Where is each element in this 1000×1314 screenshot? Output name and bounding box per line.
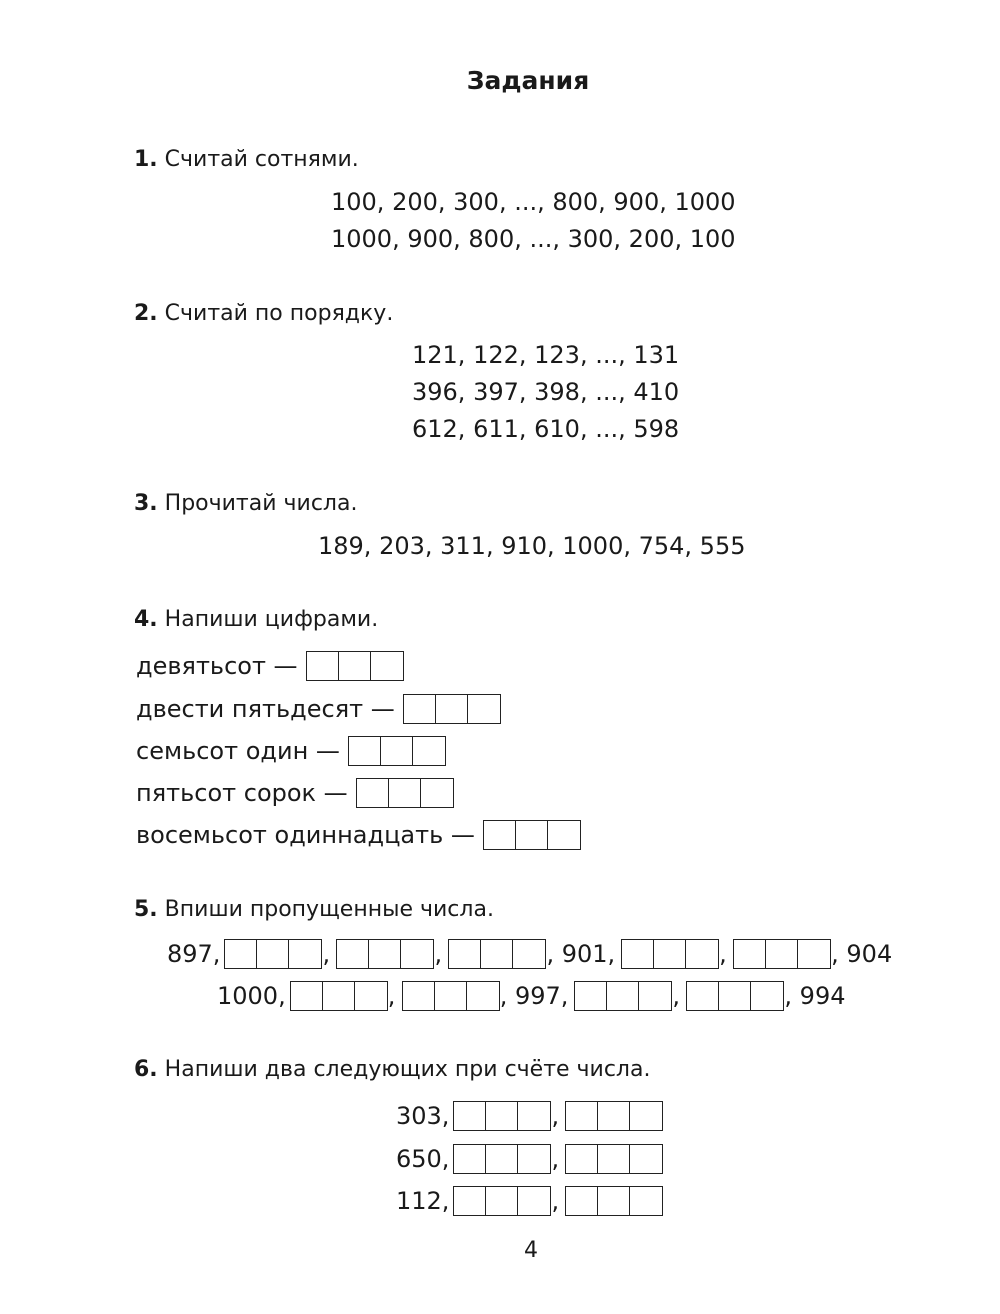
next-numbers-row	[396, 1144, 663, 1174]
digit-answer-box[interactable]	[621, 939, 719, 969]
digit-answer-box[interactable]	[402, 981, 500, 1011]
number-word: семьсот один —	[136, 737, 340, 765]
task-number: 2.	[134, 301, 158, 326]
next-numbers-row	[396, 1186, 663, 1216]
task-number: 5.	[134, 897, 158, 922]
task-number: 6.	[134, 1057, 158, 1082]
task-number: 3.	[134, 491, 158, 516]
task-5-heading	[134, 897, 494, 922]
digit-answer-box[interactable]	[224, 939, 322, 969]
task-1-heading	[134, 147, 359, 172]
digit-answer-box[interactable]	[306, 651, 404, 681]
word-to-digits-row	[136, 694, 501, 724]
comma: ,	[719, 940, 727, 968]
comma: ,	[387, 982, 396, 1010]
missing-numbers-row	[217, 981, 846, 1011]
task-text: Напиши цифрами.	[164, 607, 379, 632]
given-number: 303,	[396, 1102, 450, 1130]
word-to-digits-row	[136, 778, 454, 808]
task-text: Напиши два следующих при счёте числа.	[164, 1057, 651, 1082]
given-number: 112,	[396, 1187, 450, 1215]
given-number: , 901,	[546, 940, 616, 968]
sequence-line: 396, 397, 398, ..., 410	[412, 378, 680, 406]
digit-answer-box[interactable]	[356, 778, 454, 808]
task-2-heading	[134, 301, 393, 326]
sequence-line: 1000, 900, 800, ..., 300, 200, 100	[331, 225, 736, 253]
missing-numbers-row	[167, 939, 892, 969]
digit-answer-box[interactable]	[565, 1101, 663, 1131]
digit-answer-box[interactable]	[574, 981, 672, 1011]
digit-answer-box[interactable]	[453, 1186, 551, 1216]
page-number: 4	[524, 1238, 538, 1263]
numbers-line: 189, 203, 311, 910, 1000, 754, 555	[318, 532, 746, 560]
digit-answer-box[interactable]	[453, 1101, 551, 1131]
sequence-line: 121, 122, 123, ..., 131	[412, 341, 680, 369]
number-word: восемьсот одиннадцать —	[136, 821, 475, 849]
comma: ,	[551, 1187, 560, 1215]
task-text: Прочитай числа.	[164, 491, 358, 516]
digit-answer-box[interactable]	[686, 981, 784, 1011]
digit-answer-box[interactable]	[290, 981, 388, 1011]
number-word: двести пятьдесят —	[136, 695, 395, 723]
comma: ,	[434, 940, 443, 968]
word-to-digits-row	[136, 651, 404, 681]
task-text: Впиши пропущенные числа.	[164, 897, 494, 922]
comma: ,	[672, 982, 681, 1010]
task-number: 1.	[134, 147, 158, 172]
number-word: пятьсот сорок —	[136, 779, 348, 807]
task-4-heading	[134, 607, 378, 632]
comma: ,	[551, 1145, 560, 1173]
next-numbers-row	[396, 1101, 663, 1131]
page-title: Задания	[466, 66, 590, 95]
digit-answer-box[interactable]	[453, 1144, 551, 1174]
sequence-line: 100, 200, 300, ..., 800, 900, 1000	[331, 188, 736, 216]
given-number: , 997,	[499, 982, 569, 1010]
task-3-heading	[134, 491, 357, 516]
digit-answer-box[interactable]	[733, 939, 831, 969]
given-number: 897,	[167, 940, 221, 968]
given-number: 650,	[396, 1145, 450, 1173]
digit-answer-box[interactable]	[565, 1144, 663, 1174]
task-text: Считай по порядку.	[164, 301, 394, 326]
given-number: , 904	[831, 940, 893, 968]
word-to-digits-row	[136, 820, 581, 850]
digit-answer-box[interactable]	[403, 694, 501, 724]
task-number: 4.	[134, 607, 158, 632]
digit-answer-box[interactable]	[483, 820, 581, 850]
digit-answer-box[interactable]	[336, 939, 434, 969]
comma: ,	[551, 1102, 560, 1130]
digit-answer-box[interactable]	[565, 1186, 663, 1216]
word-to-digits-row	[136, 736, 446, 766]
task-text: Считай сотнями.	[164, 147, 359, 172]
number-word: девятьсот —	[136, 652, 298, 680]
comma: ,	[322, 940, 331, 968]
digit-answer-box[interactable]	[348, 736, 446, 766]
given-number: 1000,	[217, 982, 286, 1010]
sequence-line: 612, 611, 610, ..., 598	[412, 415, 680, 443]
digit-answer-box[interactable]	[448, 939, 546, 969]
task-6-heading	[134, 1057, 650, 1082]
given-number: , 994	[784, 982, 846, 1010]
